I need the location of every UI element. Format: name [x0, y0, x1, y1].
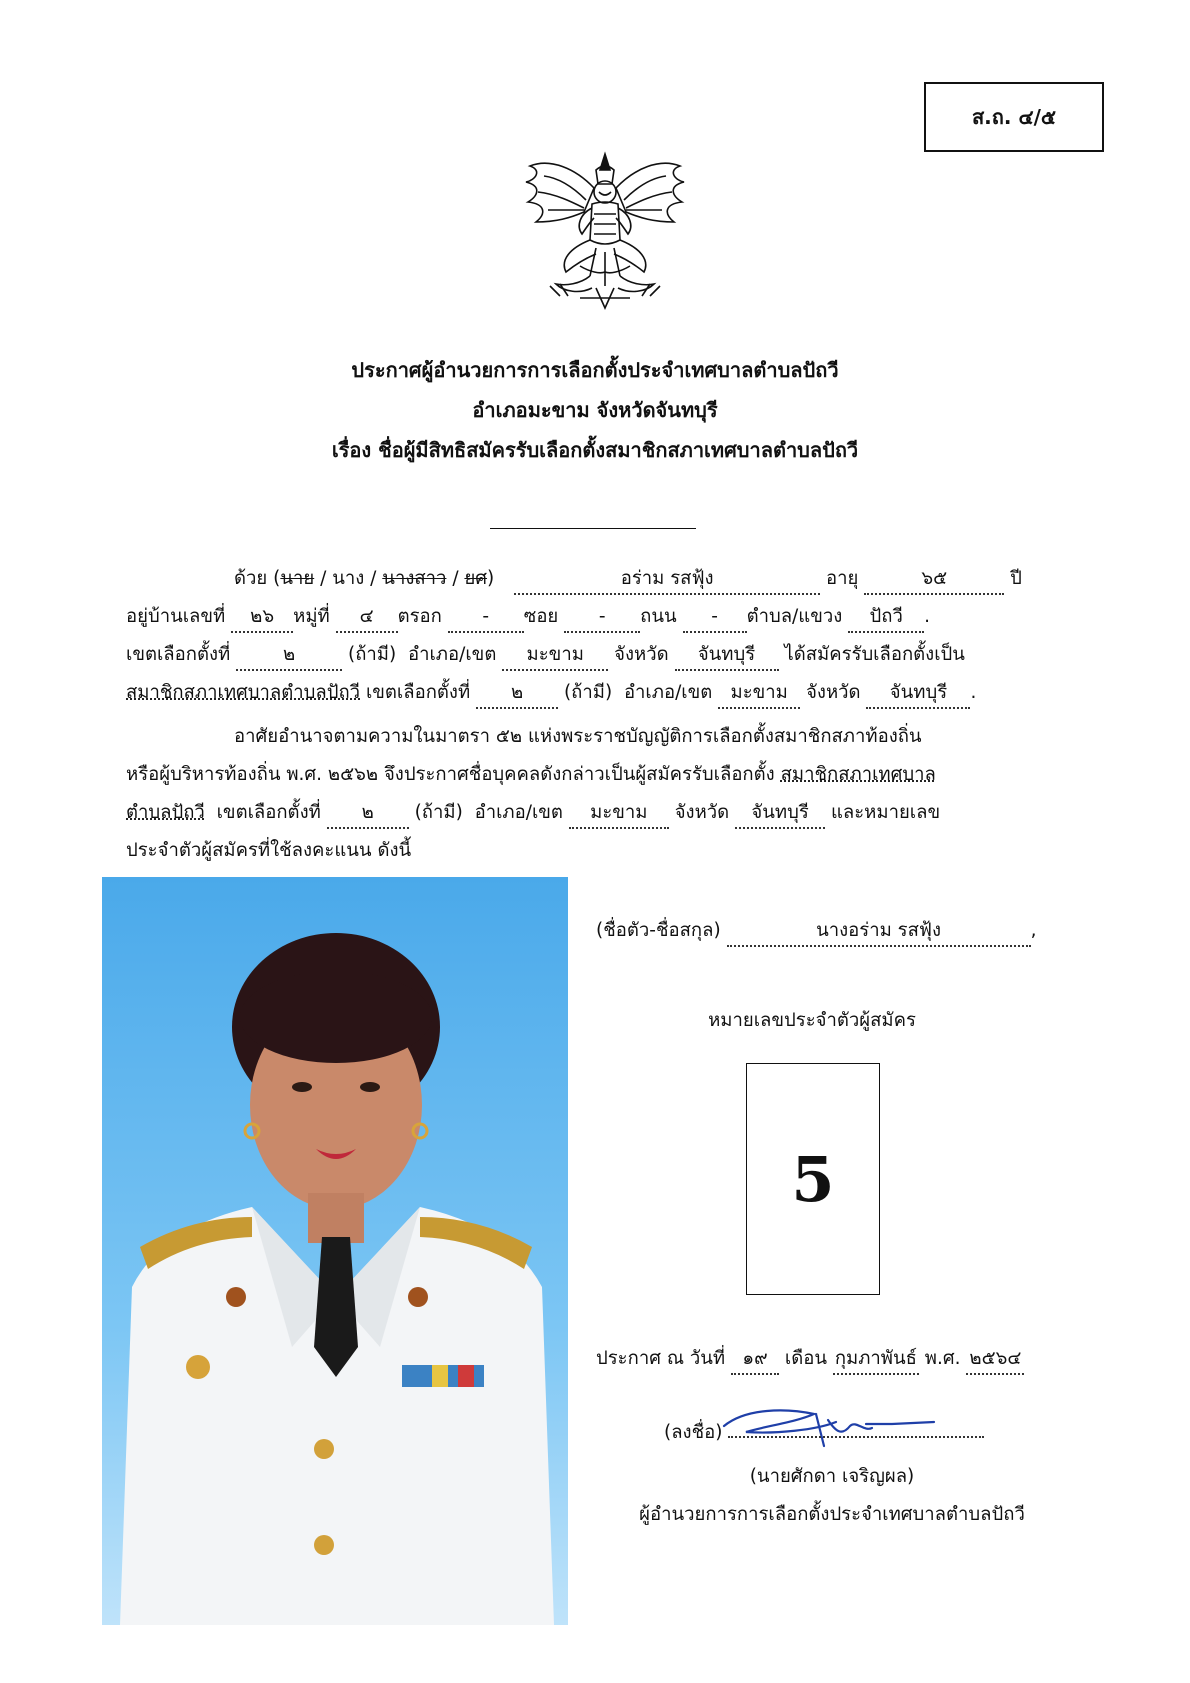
sign-label: (ลงชื่อ) [664, 1422, 723, 1443]
title-line-2: อำเภอมะขาม จังหวัดจันทบุรี [472, 398, 718, 422]
amphoe-label: อำเภอ/เขต [474, 802, 563, 823]
garuda-emblem [520, 148, 690, 316]
info-line-4 [126, 674, 1054, 712]
soi-label: ซอย [523, 606, 559, 627]
info-line-2 [126, 598, 1054, 636]
age-unit: ปี [1010, 568, 1022, 589]
moo-label: หมู่ที่ [293, 606, 330, 627]
amphoe-label: อำเภอ/เขต [407, 644, 497, 665]
district-no-field: ๒ [476, 679, 558, 709]
signature-line [728, 1436, 984, 1438]
announce-line-4: ประจำตัวผู้สมัครที่ใช้ลงคะแนน ดังนี้ [126, 840, 412, 861]
announcement-header [0, 350, 1190, 470]
province-field: จันทบุรี [675, 641, 779, 671]
announce-line-1: อาศัยอำนาจตามความในมาตรา ๕๒ แห่งพระราชบัญญัติการเลือกตั้งสมาชิกสภาท้องถิ่น [234, 726, 922, 747]
signer-title: ผู้อำนวยการการเลือกตั้งประจำเทศบาลตำบลปัถวี [639, 1504, 1025, 1525]
amphoe-field: มะขาม [502, 641, 608, 671]
title-mr: นาย [280, 568, 315, 589]
province-label: จังหวัด [806, 682, 861, 703]
month-label: เดือน [784, 1348, 827, 1369]
month-field: กุมภาพันธ์ [833, 1345, 919, 1375]
soi-field: - [564, 603, 640, 633]
announcement-paragraph [126, 718, 1054, 878]
number-label: หมายเลขประจำตัวผู้สมัคร [708, 1010, 916, 1031]
title-mrs: นาง [332, 568, 365, 589]
province-field: จันทบุรี [866, 679, 970, 709]
age-field: ๖๕ [864, 565, 1004, 595]
announce-line-2 [126, 756, 1054, 794]
title-line-1: ประกาศผู้อำนวยการการเลือกตั้งประจำเทศบาลตำบลปัถวี [351, 358, 839, 382]
prefix-label: ด้วย ( [234, 568, 281, 589]
position-field: สมาชิกสภาเทศบาล [780, 764, 936, 785]
district-no-field: ๒ [327, 799, 409, 829]
age-label: อายุ [826, 568, 859, 589]
district-no-field: ๒ [236, 641, 342, 671]
title-miss: นางสาว [382, 568, 447, 589]
candidate-info-paragraph [126, 560, 1054, 720]
province-label: จังหวัด [674, 802, 730, 823]
separator: / [446, 568, 465, 589]
signature-row [664, 1418, 984, 1447]
prefix-close: ) [487, 568, 495, 589]
year-label: พ.ศ. [924, 1348, 961, 1369]
fullname-row [596, 916, 1036, 947]
header-divider [490, 528, 696, 529]
province-field: จันทบุรี [735, 799, 825, 829]
announce-text: หรือผู้บริหารท้องถิ่น พ.ศ. ๒๕๖๒ จึงประกาศชื่อบุคคลดังกล่าวเป็นผู้สมัครรับเลือกตั้ง [126, 764, 775, 785]
if-any-label: (ถ้ามี) [414, 802, 463, 823]
fullname-label: (ชื่อตัว-ชื่อสกุล) [596, 920, 721, 941]
amphoe-field: มะขาม [569, 799, 669, 829]
info-line-3 [126, 636, 1054, 674]
position-field: สมาชิกสภาเทศบาลตำบลปัถวี [126, 682, 361, 703]
province-label: จังหวัด [614, 644, 669, 665]
trok-label: ตรอก [397, 606, 442, 627]
trok-field: - [448, 603, 524, 633]
form-code: ส.ถ. ๔/๕ [971, 105, 1057, 129]
signer-name: (นายศักดา เจริญผล) [749, 1466, 915, 1487]
amphoe-field: มะขาม [718, 679, 800, 709]
subdistrict-label: ตำบล/แขวง [746, 606, 843, 627]
period: . [924, 606, 931, 627]
house-no-field: ๒๖ [231, 603, 293, 633]
announce-tail: และหมายเลข [830, 802, 941, 823]
moo-field: ๔ [336, 603, 398, 633]
applied-text: ได้สมัครรับเลือกตั้งเป็น [784, 644, 965, 665]
info-line-1 [126, 560, 1054, 598]
title-rank: ยศ [464, 568, 488, 589]
district-no-label: เขตเลือกตั้งที่ [126, 644, 231, 665]
announce-date-label: ประกาศ ณ วันที่ [596, 1348, 726, 1369]
title-line-3: เรื่อง ชื่อผู้มีสิทธิสมัครรับเลือกตั้งสมาชิกสภาเทศบาลตำบลปัถวี [331, 438, 859, 462]
candidate-number-box [746, 1063, 880, 1295]
candidate-name-field: อร่าม รสฟุ้ง [514, 565, 820, 595]
separator: / [364, 568, 383, 589]
announce-date-row [596, 1344, 1024, 1375]
amphoe-label: อำเภอ/เขต [623, 682, 713, 703]
if-any-label: (ถ้ามี) [563, 682, 613, 703]
period: . [970, 682, 977, 703]
district-no-label: เขตเลือกตั้งที่ [365, 682, 471, 703]
fullname-field: นางอร่าม รสฟุ้ง [727, 917, 1031, 947]
announce-line-3 [126, 794, 1054, 832]
house-no-label: อยู่บ้านเลขที่ [126, 606, 226, 627]
subdistrict-field: ปัถวี [848, 603, 924, 633]
road-label: ถนน [640, 606, 677, 627]
year-field: ๒๕๖๔ [966, 1345, 1024, 1375]
district-no-label: เขตเลือกตั้งที่ [216, 802, 321, 823]
comma: , [1030, 920, 1037, 941]
separator: / [314, 568, 333, 589]
form-code-box [924, 82, 1104, 152]
day-field: ๑๙ [731, 1345, 779, 1375]
position-field: ตำบลปัถวี [126, 802, 205, 823]
road-field: - [683, 603, 747, 633]
if-any-label: (ถ้ามี) [347, 644, 397, 665]
candidate-number: 5 [791, 1142, 835, 1216]
